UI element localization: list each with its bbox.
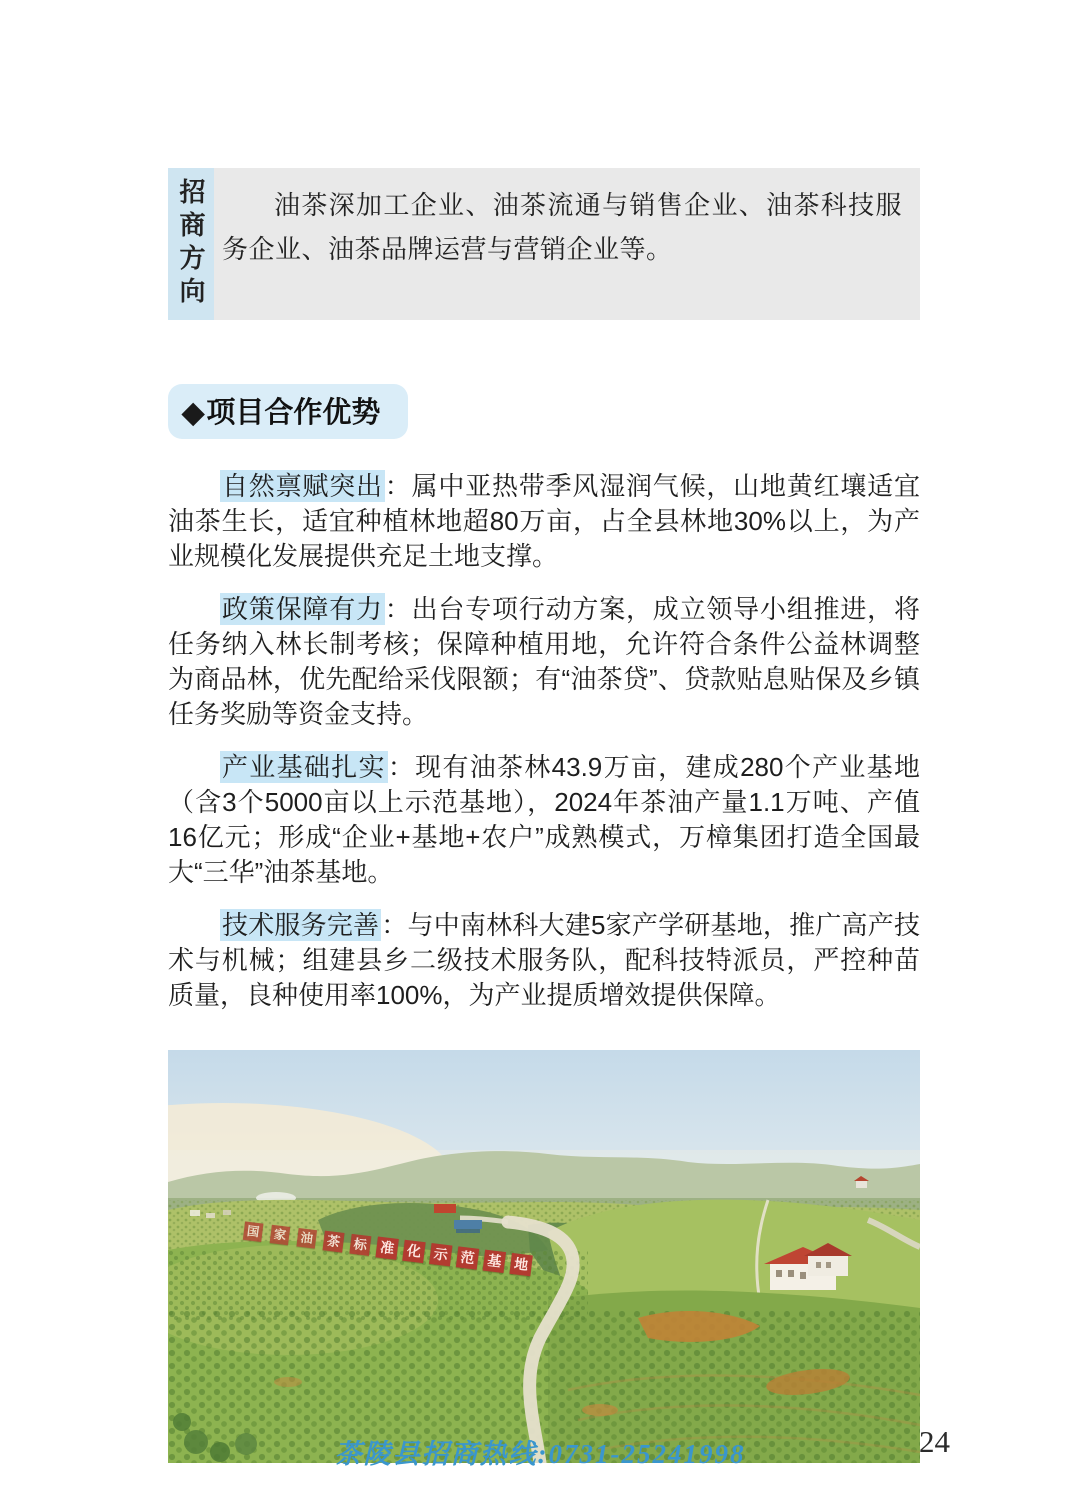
page-content — [168, 0, 920, 1463]
investment-direction-label-strip — [168, 168, 214, 320]
sign-char: 油 — [296, 1228, 317, 1249]
investment-direction-label: 招商方向 — [176, 178, 206, 310]
advantage-label: 政策保障有力 — [222, 594, 383, 624]
advantage-paragraph-policy — [168, 592, 920, 732]
sign-char: 准 — [375, 1236, 398, 1259]
investment-direction-box — [168, 168, 920, 320]
advantage-text: 出台专项行动方案，成立领导小组推进，将任务纳入林长制考核；保障种植用地，允许符合条件公益林调整为商品林，优先配给采伐限额；有“油茶贷”、贷款贴息贴保及乡镇任务奖励等资金支持。 — [168, 594, 920, 729]
colon: ： — [384, 594, 412, 624]
sign-char: 基 — [483, 1250, 506, 1273]
sign-char: 地 — [509, 1253, 532, 1276]
sign-char: 国 — [243, 1221, 264, 1242]
plantation-photo — [168, 1050, 920, 1463]
colon: ： — [384, 471, 412, 501]
section-title: 项目合作优势 — [206, 397, 381, 429]
diamond-icon: ◆ — [182, 397, 205, 429]
sign-char: 茶 — [323, 1231, 345, 1253]
plantation-photo-art — [168, 1050, 920, 1463]
advantage-text: 与中南林科大建5家产学研基地，推广高产技术与机械；组建县乡二级技术服务队，配科技特派员，严控种苗质量，良种使用率100%，为产业提质增效提供保障。 — [168, 910, 920, 1010]
section-header — [168, 384, 408, 439]
page-number: 24 — [919, 1424, 950, 1459]
advantage-text: 现有油茶林43.9万亩，建成280个产业基地（含3个5000亩以上示范基地），2024年茶油产量1.1万吨、产值16亿元；形成“企业+基地+农户”成熟模式，万樟集团打造全国最大“三华”油茶基地。 — [168, 752, 920, 887]
advantage-text: 属中亚热带季风湿润气候，山地黄红壤适宜油茶生长，适宜种植林地超80万亩，占全县林地30%以上，为产业规模化发展提供充足土地支撑。 — [168, 471, 920, 571]
advantage-label: 技术服务完善 — [222, 910, 380, 940]
sign-char: 标 — [349, 1234, 371, 1256]
colon: ： — [387, 752, 416, 782]
sign-char: 家 — [270, 1225, 291, 1246]
sign-char: 化 — [402, 1240, 425, 1263]
colon: ： — [381, 910, 408, 940]
advantage-paragraph-tech — [168, 908, 920, 1013]
advantage-paragraph-nature — [168, 469, 920, 574]
investment-direction-text: 油茶深加工企业、油茶流通与销售企业、油茶科技服务企业、油茶品牌运营与营销企业等。 — [222, 190, 902, 264]
advantage-label: 自然禀赋突出 — [222, 471, 383, 501]
advantage-label: 产业基础扎实 — [222, 752, 386, 782]
hotline-text: 茶陵县招商热线:0731-25241998 — [334, 1439, 746, 1469]
sign-char: 范 — [456, 1246, 479, 1269]
advantage-paragraph-industry — [168, 750, 920, 890]
sign-char: 示 — [429, 1243, 452, 1266]
